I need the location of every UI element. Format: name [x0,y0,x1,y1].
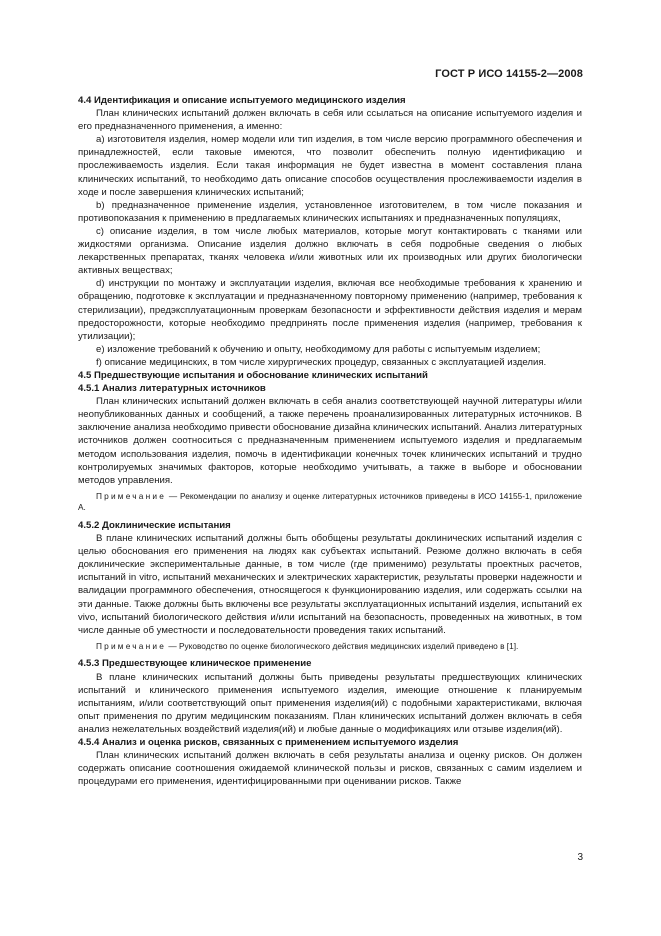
document-header: ГОСТ Р ИСО 14155-2—2008 [435,68,583,80]
list-item-d: d) инструкции по монтажу и эксплуатации изделия, включая все необходимые требования к хранению и обращению, подготовке к эксплуатации и предназначенному повторному применению (например, требования к стерилизации), предэксплуатационным проверкам безопасности и эффективности действия изделия и мерам предосторожности, которые необходимо предпринять после применения изделия (например, требования к утилизации); [78,278,582,342]
note-label: Примечание [96,490,167,501]
list-item-b: b) предназначенное применение изделия, установленное изготовителем, в том числе показания и противопоказания к применению в предлагаемых клинических испытаниях и предназначенных популяциях, [78,199,582,224]
note-label: Примечание [96,640,167,651]
section-4-4-intro: План клинических испытаний должен включать в себя или ссылаться на описание испытуемого изделия и его предназначенного применения, а именно: [78,108,582,133]
section-4-5-3-body: В плане клинических испытаний должны быть приведены результаты предшествующих клинических испытаний и клинического применения испытуемого изделия, имеющие отношение к планируемым испытаниям, и/или соответствующий опыт применения изделия(ий) с подобными характеристиками, включая опыт применения по другим медицинским показаниям. План клинических испытаний должен включать в себя анализ нежелательных воздействий изделия(ий) и любые данные о модификациях или отзыве изделия(ий). [78,671,582,735]
note-4-5-1 [78,491,582,514]
note-text: — Рекомендации по анализу и оценке литературных источников приведены в ИСО 14155-1, приложение А. [78,490,582,513]
note-4-5-2 [78,641,582,653]
list-item-f: f) описание медицинских, в том числе хирургических процедур, связанных с эксплуатацией изделия. [96,356,547,368]
list-item-c: с) описание изделия, в том числе любых материалов, которые могут контактировать с тканями или жидкостями организма. Описание изделия должно включать в себя подробные сведения о любых лекарственных препаратах, тканях человека и/или животных или их производных или других биологически активных веществах; [78,225,582,277]
section-heading-4-5-4: 4.5.4 Анализ и оценка рисков, связанных с применением испытуемого изделия [78,737,459,748]
section-heading-4-5-1: 4.5.1 Анализ литературных источников [78,383,266,395]
section-4-5-2-body: В плане клинических испытаний должны быть обобщены результаты доклинических испытаний изделия с целью обоснования его применения на людях как субъектах испытаний. Резюме должно включать в себя доклинические экспериментальные данные, в том числе (где применимо) результаты проектных расчетов, испытаний in vitro, испытаний механических и электрических характеристик, результаты проверки надежности и валидации программного обеспечения, относящегося к функционированию изделия, или содержать ссылки на эти данные. Также должны быть включены все результаты эксплуатационных испытаний изделия, испытаний ex vivo, испытаний биологического действия и/или испытаний на безопасность, проведенных на животных, в том числе данные об уместности и последовательности проведения таких испытаний. [78,533,582,636]
list-item-a: а) изготовителя изделия, номер модели или тип изделия, в том числе версию программного обеспечения и принадлежностей, если таковые имеются, что позволит обеспечить полную идентификацию и прослеживаемость изделия. Если такая информация не будет известна в момент составления плана клинических испытаний, то необходимо дать описание способов осуществления прослеживаемости изделия в ходе и после завершения клинических испытаний; [78,134,582,198]
section-heading-4-5-3: 4.5.3 Предшествующее клиническое применение [78,658,312,670]
section-heading-4-5-2: 4.5.2 Доклинические испытания [78,520,231,531]
page-number: 3 [577,852,583,863]
section-4-5-4-body: План клинических испытаний должен включать в себя результаты анализа и оценку рисков. Он должен содержать описание соотношения ожидаемой клинической пользы и рисков, связанных с самим изделием и процедурами его применения, идентифицированными при оценивании рисков. Также [78,750,582,788]
note-text: — Руководство по оценке биологического действия медицинских изделий приведено в [1]. [168,640,519,651]
document-body [78,94,582,788]
section-4-5-1-body: План клинических испытаний должен включать в себя анализ соответствующей научной литературы и/или неопубликованных данных и сообщений, а также перечень проанализированных литературных источников. В заключение анализа необходимо привести обоснование дизайна клинических испытаний. Анализ литературных источников должен соотноситься с предназначенным применением испытуемого изделия и предлагаемым методом использования изделия, помочь в идентификации конечных точек клинических испытаний и трудно контролируемых значимых факторов, которые необходимо учитывать, а также в выборе и обосновании методов управления. [78,396,582,486]
section-heading-4-4: 4.4 Идентификация и описание испытуемого медицинского изделия [78,95,406,106]
section-heading-4-5: 4.5 Предшествующие испытания и обоснование клинических испытаний [78,369,428,381]
list-item-e: e) изложение требований к обучению и опыту, необходимому для работы с испытуемым изделием; [96,343,541,355]
